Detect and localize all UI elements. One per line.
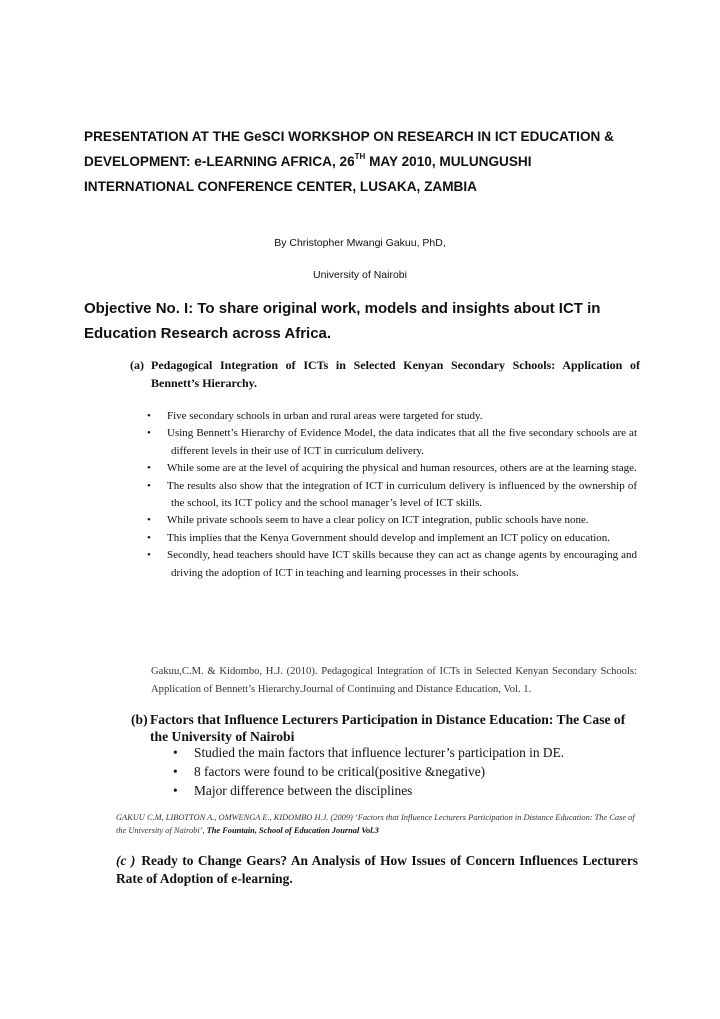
- list-item-text: 8 factors were found to be critical(positive &negative): [194, 764, 486, 779]
- section-b-heading: [131, 711, 637, 745]
- list-item-text: This implies that the Kenya Government should develop and implement an ICT policy on education.: [167, 531, 611, 544]
- list-item: [147, 478, 637, 513]
- list-item: [147, 512, 637, 529]
- list-item-text: While private schools seem to have a clear policy on ICT integration, public schools have none.: [167, 514, 589, 527]
- objective-heading: [84, 296, 644, 346]
- section-c-label: (c ): [116, 853, 136, 868]
- section-b-title: Factors that Influence Lecturers Participation in Distance Education: The Case of the University of Nairobi: [150, 712, 626, 744]
- list-item-text: Five secondary schools in urban and rural areas were targeted for study.: [167, 410, 483, 422]
- section-c-title: Ready to Change Gears? An Analysis of How Issues of Concern Influences Lecturers Rate of Adoption of e-learning.: [116, 853, 638, 886]
- title-line-2: [84, 149, 654, 174]
- list-item: [147, 425, 637, 460]
- list-item: [147, 530, 637, 547]
- list-item: [147, 460, 637, 477]
- affiliation-line: University of Nairobi: [313, 269, 407, 281]
- section-a-reference: Gakuu,C.M. & Kidombo, H.J. (2010). Pedagogical Integration of ICTs in Selected Kenyan Secondary Schools: Application of Bennett’s Hierarchy.Journal of Continuing and Distance Education, Vol. 1.: [151, 666, 637, 695]
- bullet-icon: •: [147, 549, 151, 562]
- section-b-reference-text: GAKUU C.M, LIBOTTON A., OMWENGA E., KIDOMBO H.J. (2009) ‘Factors that Influence Lecturers Participation in Distance Education: The Case of the University of Nairobi’,: [116, 813, 635, 835]
- objective-line-2: Education Research across Africa.: [84, 325, 332, 342]
- bullet-icon: •: [147, 427, 151, 440]
- bullet-icon: •: [147, 410, 151, 422]
- section-b-reference-journal: The Fountain, School of Education Journal Vol.3: [206, 826, 379, 835]
- title-superscript: TH: [354, 152, 366, 162]
- section-b-reference: [116, 811, 638, 837]
- list-item: [147, 547, 637, 582]
- list-item-text: Using Bennett’s Hierarchy of Evidence Model, the data indicates that all the five secondary schools are at different levels in their use of ICT in curriculum delivery.: [167, 427, 637, 457]
- list-item-text: While some are at the level of acquiring the physical and human resources, others are at the learning stage.: [167, 462, 637, 475]
- bullet-icon: •: [173, 745, 178, 760]
- section-b-bullet-list: [173, 743, 633, 800]
- list-item-text: Studied the main factors that influence lecturer’s participation in DE.: [194, 745, 565, 760]
- title-line-2-start: DEVELOPMENT: e-LEARNING AFRICA, 26: [84, 154, 355, 169]
- section-a-bullet-list: [147, 408, 637, 582]
- title-line-3: INTERNATIONAL CONFERENCE CENTER, LUSAKA, ZAMBIA: [84, 179, 477, 194]
- list-item-text: Major difference between the disciplines: [194, 783, 413, 798]
- section-c-heading: [116, 852, 638, 888]
- section-a-heading: [130, 356, 640, 392]
- bullet-icon: •: [147, 531, 151, 544]
- bullet-icon: •: [147, 479, 151, 492]
- bullet-icon: •: [173, 783, 178, 798]
- list-item: [173, 762, 633, 781]
- document-title: [84, 124, 654, 199]
- title-line-1: PRESENTATION AT THE GeSCI WORKSHOP ON RESEARCH IN ICT EDUCATION &: [84, 129, 614, 144]
- list-item-text: Secondly, head teachers should have ICT skills because they can act as change agents by encouraging and driving the adoption of ICT in teaching and learning processes in their schools.: [167, 549, 637, 579]
- section-a-title: Pedagogical Integration of ICTs in Selected Kenyan Secondary Schools: Application of Bennett’s Hierarchy.: [151, 358, 640, 390]
- author-line: By Christopher Mwangi Gakuu, PhD,: [274, 237, 446, 249]
- title-line-2-end: MAY 2010, MULUNGUSHI: [365, 154, 532, 169]
- bullet-icon: •: [173, 764, 178, 779]
- list-item: [173, 743, 633, 762]
- bullet-icon: •: [147, 462, 151, 475]
- bullet-icon: •: [147, 514, 151, 527]
- section-b-label: (b): [131, 712, 148, 727]
- objective-line-1: Objective No. I: To share original work, models and insights about ICT in: [84, 300, 601, 317]
- list-item: [147, 408, 637, 425]
- list-item: [173, 781, 633, 800]
- list-item-text: The results also show that the integration of ICT in curriculum delivery is influenced by the ownership of the school, its ICT policy and the school manager’s level of ICT skills.: [167, 479, 637, 510]
- section-a-label: (a): [130, 358, 144, 372]
